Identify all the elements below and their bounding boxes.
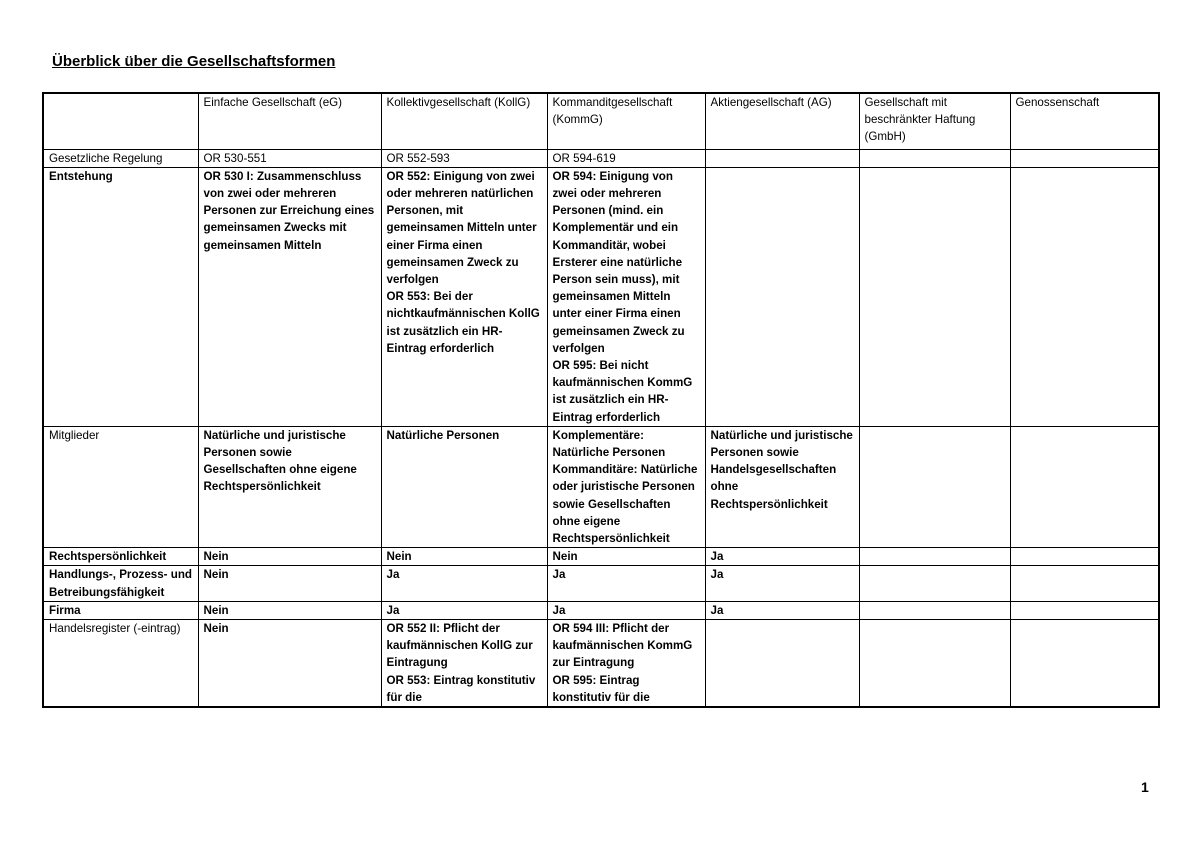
cell-paragraph: OR 552 II: Pflicht der kaufmännischen KollG zur Eintragung xyxy=(386,621,533,670)
table-cell xyxy=(1010,619,1159,707)
cell-paragraph: Kommanditäre: Natürliche oder juristische Personen sowie Gesellschaften ohne eigene Rechtspersönlichkeit xyxy=(552,463,698,545)
cell-paragraph: OR 553: Bei der nichtkaufmännischen KollG ist zusätzlich ein HR-Eintrag erforderlich xyxy=(386,290,540,355)
table-row xyxy=(43,601,1159,619)
table-cell xyxy=(705,167,859,426)
table-cell xyxy=(859,167,1010,426)
table-cell xyxy=(381,167,547,426)
table-cell: OR 530 I: Zusammenschluss von zwei oder mehreren Personen zur Erreichung eines gemeinsamen Zwecks mit gemeinsamen Mitteln xyxy=(198,167,381,426)
header-cell-ag: Aktiengesellschaft (AG) xyxy=(705,93,859,149)
table-row xyxy=(43,548,1159,566)
table-cell: Ja xyxy=(547,601,705,619)
table-cell xyxy=(1010,548,1159,566)
table-cell xyxy=(859,601,1010,619)
table-cell xyxy=(547,426,705,547)
table-cell xyxy=(547,167,705,426)
table-cell xyxy=(1010,566,1159,601)
cell-paragraph: OR 595: Eintrag konstitutiv für die xyxy=(552,673,650,704)
header-row xyxy=(43,93,1159,149)
header-cell-eg: Einfache Gesellschaft (eG) xyxy=(198,93,381,149)
cell-paragraph: Komplementäre: Natürliche Personen xyxy=(552,428,666,459)
cell-paragraph: OR 553: Eintrag konstitutiv für die xyxy=(386,673,536,704)
table-cell: Nein xyxy=(198,601,381,619)
table-cell xyxy=(1010,167,1159,426)
table-cell: Ja xyxy=(705,601,859,619)
page-title: Überblick über die Gesellschaftsformen xyxy=(52,53,336,70)
cell-paragraph: OR 594: Einigung von zwei oder mehreren Personen (mind. ein Komplementär und ein Kommanditär, wobei Ersterer eine natürliche Person sein muss), mit gemeinsamen Mitteln unter einer Firma einen gemeinsamen Zweck zu verfolgen xyxy=(552,169,685,355)
table-cell: Ja xyxy=(705,548,859,566)
cell-paragraph: OR 594 III: Pflicht der kaufmännischen KommG zur Eintragung xyxy=(552,621,693,670)
table-cell xyxy=(859,566,1010,601)
table-cell xyxy=(1010,426,1159,547)
table-cell xyxy=(1010,601,1159,619)
table-cell xyxy=(859,548,1010,566)
table-cell: OR 552-593 xyxy=(381,149,547,167)
header-cell-empty xyxy=(43,93,198,149)
row-label: Rechtspersönlichkeit xyxy=(43,548,198,566)
table-cell: Ja xyxy=(547,566,705,601)
header-cell-kollg: Kollektivgesellschaft (KollG) xyxy=(381,93,547,149)
row-label: Gesetzliche Regelung xyxy=(43,149,198,167)
row-label: Handelsregister (-eintrag) xyxy=(43,619,198,707)
cell-paragraph: OR 552: Einigung von zwei oder mehreren natürlichen Personen, mit gemeinsamen Mitteln unter einer Firma einen gemeinsamen Zweck zu verfolgen xyxy=(386,169,537,286)
table-cell: OR 530-551 xyxy=(198,149,381,167)
row-label: Handlungs-, Prozess- und Betreibungsfähigkeit xyxy=(43,566,198,601)
table-cell: Nein xyxy=(547,548,705,566)
table-row xyxy=(43,426,1159,547)
table-cell xyxy=(859,149,1010,167)
row-label: Mitglieder xyxy=(43,426,198,547)
header-cell-genossenschaft: Genossenschaft xyxy=(1010,93,1159,149)
table-cell: Ja xyxy=(381,601,547,619)
table-row xyxy=(43,149,1159,167)
table-cell: Natürliche und juristische Personen sowie Handelsgesellschaften ohne Rechtspersönlichkeit xyxy=(705,426,859,547)
comparison-table xyxy=(42,92,1160,708)
table-row xyxy=(43,167,1159,426)
table-cell: OR 594-619 xyxy=(547,149,705,167)
table-cell: Nein xyxy=(198,619,381,707)
table-row xyxy=(43,619,1159,707)
row-label: Firma xyxy=(43,601,198,619)
table-cell xyxy=(859,619,1010,707)
page-number: 1 xyxy=(1141,779,1149,795)
header-cell-gmbh: Gesellschaft mit beschränkter Haftung (GmbH) xyxy=(859,93,1010,149)
table-cell: Ja xyxy=(381,566,547,601)
table-cell: Natürliche Personen xyxy=(381,426,547,547)
table-cell: Nein xyxy=(198,548,381,566)
table-row xyxy=(43,566,1159,601)
table-cell: Nein xyxy=(198,566,381,601)
table-cell xyxy=(547,619,705,707)
table-cell xyxy=(381,619,547,707)
table-cell: Ja xyxy=(705,566,859,601)
table-cell xyxy=(705,619,859,707)
table-cell: Nein xyxy=(381,548,547,566)
cell-paragraph: OR 595: Bei nicht kaufmännischen KommG ist zusätzlich ein HR-Eintrag erforderlich xyxy=(552,358,693,424)
table-cell xyxy=(705,149,859,167)
header-cell-kommg: Kommanditgesellschaft (KommG) xyxy=(547,93,705,149)
table-cell xyxy=(1010,149,1159,167)
row-label: Entstehung xyxy=(43,167,198,426)
table-cell xyxy=(859,426,1010,547)
table-cell: Natürliche und juristische Personen sowie Gesellschaften ohne eigene Rechtspersönlichkeit xyxy=(198,426,381,547)
